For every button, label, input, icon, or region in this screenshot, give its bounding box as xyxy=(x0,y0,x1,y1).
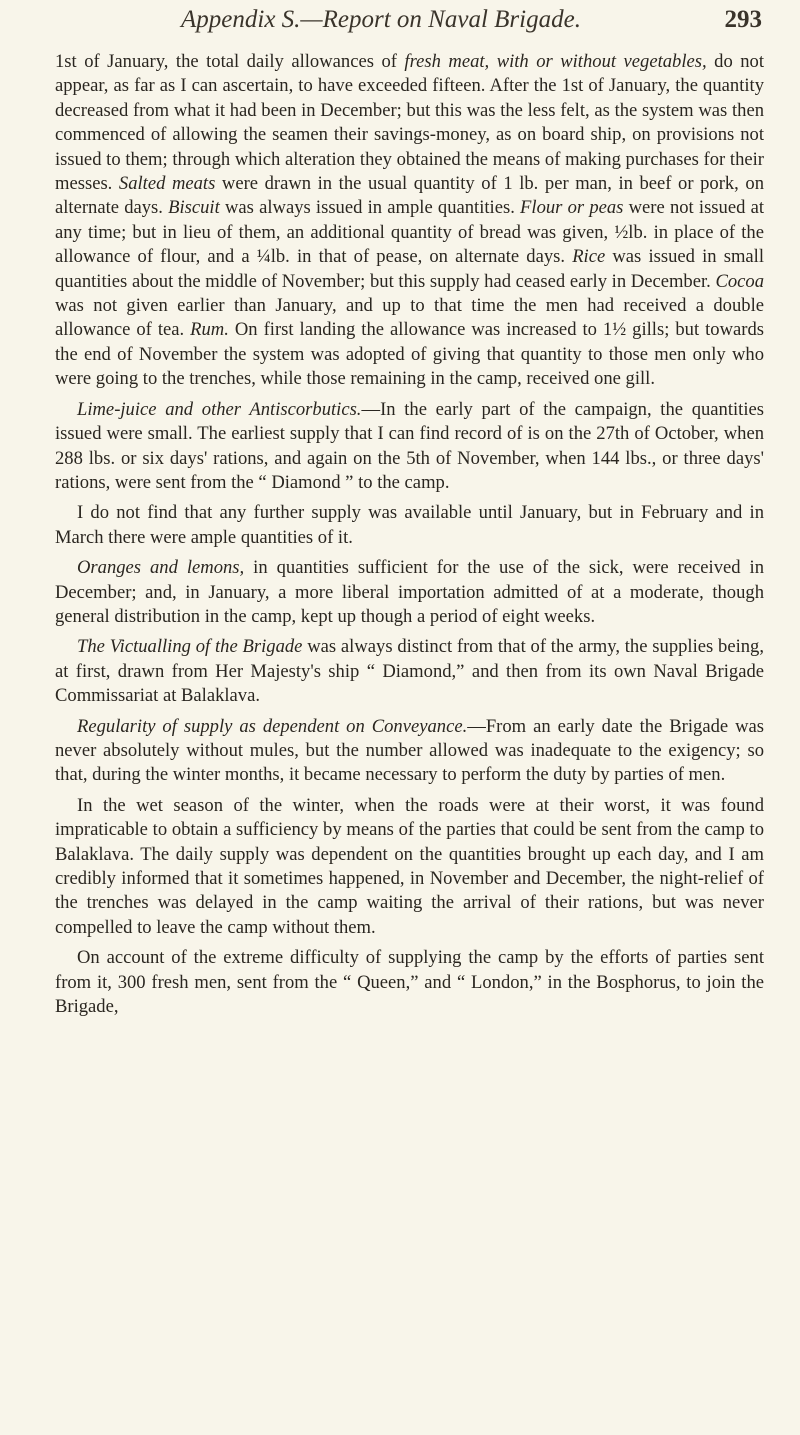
italic-text-run: The Victualling of the Brigade xyxy=(77,636,303,658)
italic-text-run: Rice xyxy=(572,246,606,268)
text-run: 1st of January, the total daily allowances of xyxy=(55,51,405,72)
text-run: I do not find that any further supply was available until January, but in February and in March there were ample quantities of it. xyxy=(55,502,764,548)
paragraph-continued-rations xyxy=(55,50,764,392)
text-run: —From an early date the Brigade was never absolutely without mules, but the number allowed was inadequate to the exigency; so that, during the winter months, it became necessary to perform the duty by parties of men. xyxy=(55,715,764,786)
paragraph-account-of-difficulty xyxy=(55,946,764,1019)
text-run: was always distinct from that of the army, the supplies being, at first, drawn from Her Majesty's ship “ Diamond,” and then from its own Naval Brigade Commissariat at Balaklava. xyxy=(55,636,764,707)
paragraph-further-supply xyxy=(55,501,764,550)
page-number: 293 xyxy=(724,6,762,33)
italic-text-run: Oranges and lemons, xyxy=(77,557,245,579)
text-run: On account of the extreme difficulty of supplying the camp by the efforts of parties sent from it, 300 fresh men, sent from the “ Queen,” and “ London,” in the Bosphorus, to join the Brigade, xyxy=(55,947,764,1018)
paragraph-regularity-of-supply xyxy=(55,715,764,788)
body-text xyxy=(55,50,764,1019)
paragraph-oranges-lemons xyxy=(55,556,764,629)
text-run: On first landing the allowance was increased to 1½ gills; but towards the end of November the system was adopted of giving that quantity to those men only who were going to the trenches, while those remaining in the camp, received one gill. xyxy=(55,319,764,390)
text-run: were not issued at any time; but in lieu of them, an additional quantity of bread was given, ½lb. in place of the allowance of flour, and a ¼lb. in that of pease, on alternate days. xyxy=(55,197,764,268)
italic-text-run: Flour or peas xyxy=(520,197,624,219)
paragraph-wet-season xyxy=(55,794,764,940)
text-run: was always issued in ample quantities. xyxy=(219,197,521,219)
italic-text-run: Rum. xyxy=(190,319,229,341)
italic-text-run: Regularity of supply as dependent on Conveyance. xyxy=(77,715,468,737)
text-run: was issued in small quantities about the middle of November; but this supply had ceased early in December. xyxy=(55,246,764,292)
italic-text-run: Cocoa xyxy=(715,270,764,292)
paragraph-victualling xyxy=(55,635,764,708)
running-head-title: Appendix S.—Report on Naval Brigade. xyxy=(181,6,581,33)
text-run: were drawn in the usual quantity of 1 lb. per man, in beef or pork, on alternate days. xyxy=(55,173,764,219)
paragraph-lime-juice xyxy=(55,398,764,496)
text-run: In the wet season of the winter, when the roads were at their worst, it was found impraticable to obtain a sufficiency by means of the parties that could be sent from the camp to Balaklava. The daily supply was dependent on the quantities brought up each day, and I am credibly informed that it sometimes happened, in November and December, the night-relief of the trenches was delayed in the camp waiting the arrival of their rations, but was never compelled to leave the camp without them. xyxy=(55,794,764,938)
italic-text-run: Biscuit xyxy=(168,197,220,219)
text-run: in quantities sufficient for the use of the sick, were received in December; and, in January, a more liberal importation admitted of at a moderate, though general distribution in the camp, kept up though a period of eight weeks. xyxy=(55,557,764,627)
text-run: do not appear, as far as I can ascertain, to have exceeded fifteen. After the 1st of January, the quantity decreased from what it had been in December; but this was the less felt, as the system was then commenced of allowing the seamen their savings-money, as on board ship, on provisions not issued to them; through which alteration they obtained the means of making purchases for their messes. xyxy=(55,51,764,195)
italic-text-run: Lime-juice and other Antiscorbutics. xyxy=(77,398,362,420)
text-run: —In the early part of the campaign, the quantities issued were small. The earliest supply that I can find record of is on the 27th of October, when 288 lbs. or six days' rations, and again on the 5th of November, when 144 lbs., or three days' rations, were sent from the “ Diamond ” to the camp. xyxy=(55,398,764,493)
running-head xyxy=(55,0,764,48)
italic-text-run: fresh meat, with or without vegetables, xyxy=(404,51,707,72)
text-run: was not given earlier than January, and up to that time the men had received a double allowance of tea. xyxy=(55,295,764,341)
italic-text-run: Salted meats xyxy=(118,173,216,195)
